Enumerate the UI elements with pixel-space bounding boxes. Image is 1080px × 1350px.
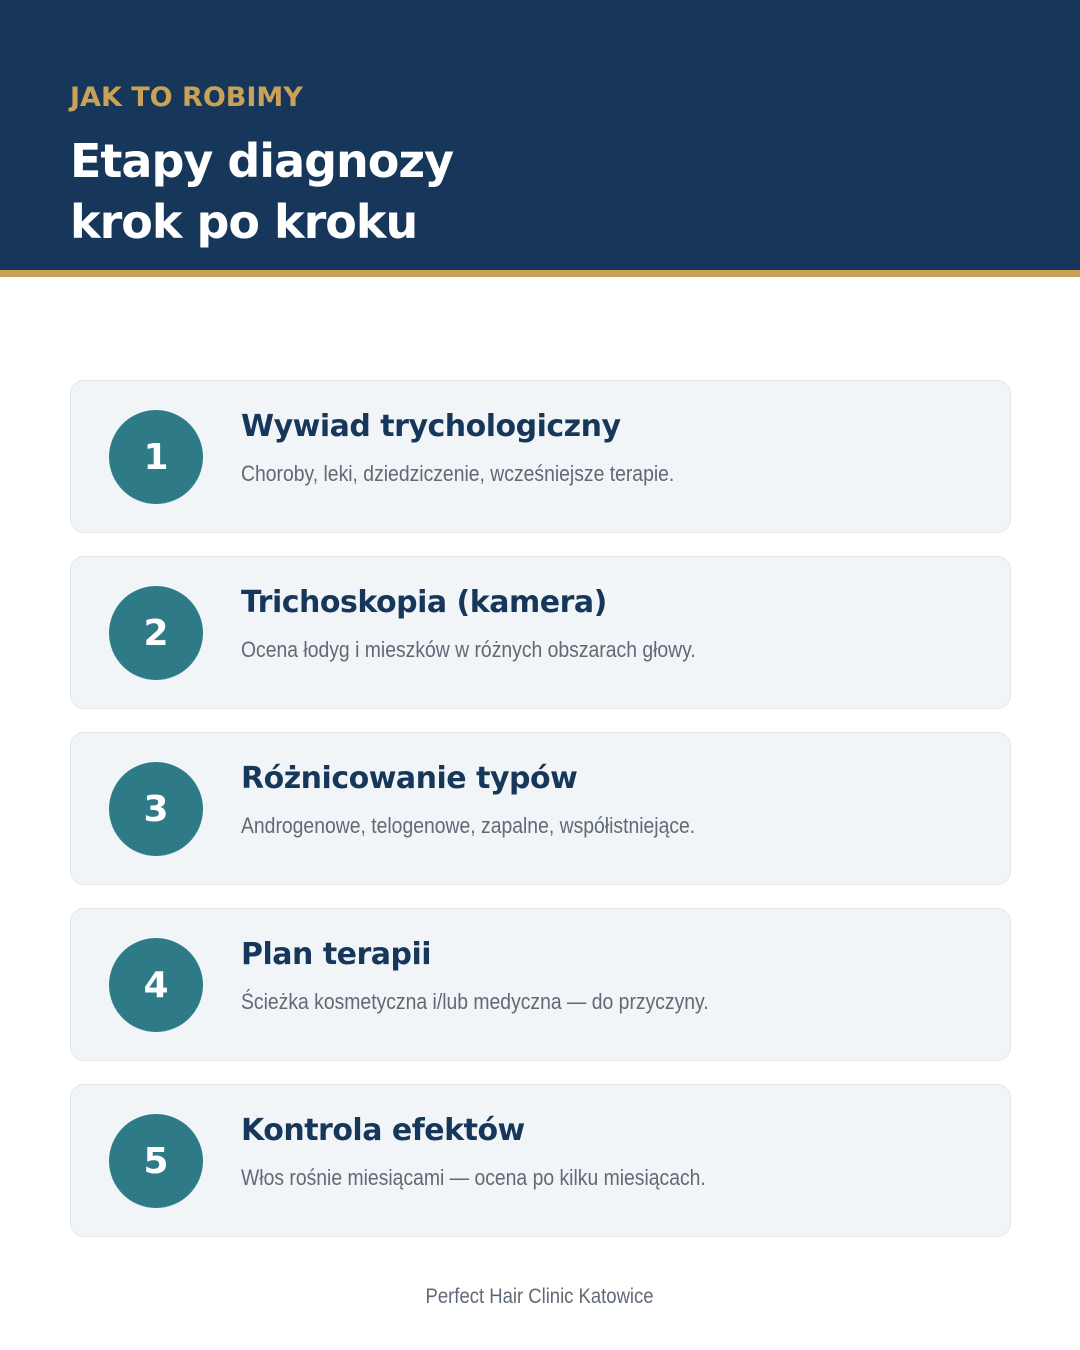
- header-banner: [0, 0, 1080, 270]
- section-eyebrow: JAK TO ROBIMY: [70, 82, 303, 113]
- step-card-3: [70, 732, 1011, 885]
- step-title: Kontrola efektów: [241, 1113, 525, 1148]
- page-title-line-2: krok po kroku: [70, 195, 418, 249]
- step-card-2: [70, 556, 1011, 709]
- step-number-badge: 4: [109, 938, 203, 1032]
- step-description: Ścieżka kosmetyczna i/lub medyczna — do przyczyny.: [241, 989, 709, 1014]
- step-title: Plan terapii: [241, 937, 432, 972]
- step-title: Wywiad trychologiczny: [241, 409, 621, 444]
- step-number-badge: 1: [109, 410, 203, 504]
- page-title-line-1: Etapy diagnozy: [70, 134, 454, 188]
- step-title: Trichoskopia (kamera): [241, 585, 607, 620]
- step-description: Choroby, leki, dziedziczenie, wcześniejsze terapie.: [241, 461, 675, 486]
- steps-list: [70, 380, 1011, 1260]
- step-card-4: [70, 908, 1011, 1061]
- footer-brand: [0, 1283, 1080, 1311]
- footer-brand-text: Perfect Hair Clinic Katowice: [425, 1285, 655, 1308]
- step-card-5: [70, 1084, 1011, 1237]
- step-number-badge: 2: [109, 586, 203, 680]
- step-number-badge: 5: [109, 1114, 203, 1208]
- page-title: [70, 131, 453, 253]
- step-card-1: [70, 380, 1011, 533]
- step-description: Ocena łodyg i mieszków w różnych obszarach głowy.: [241, 637, 696, 662]
- step-title: Różnicowanie typów: [241, 761, 578, 796]
- header-accent-divider: [0, 270, 1080, 277]
- step-description: Włos rośnie miesiącami — ocena po kilku miesiącach.: [241, 1165, 706, 1190]
- step-description: Androgenowe, telogenowe, zapalne, współistniejące.: [241, 813, 696, 838]
- step-number-badge: 3: [109, 762, 203, 856]
